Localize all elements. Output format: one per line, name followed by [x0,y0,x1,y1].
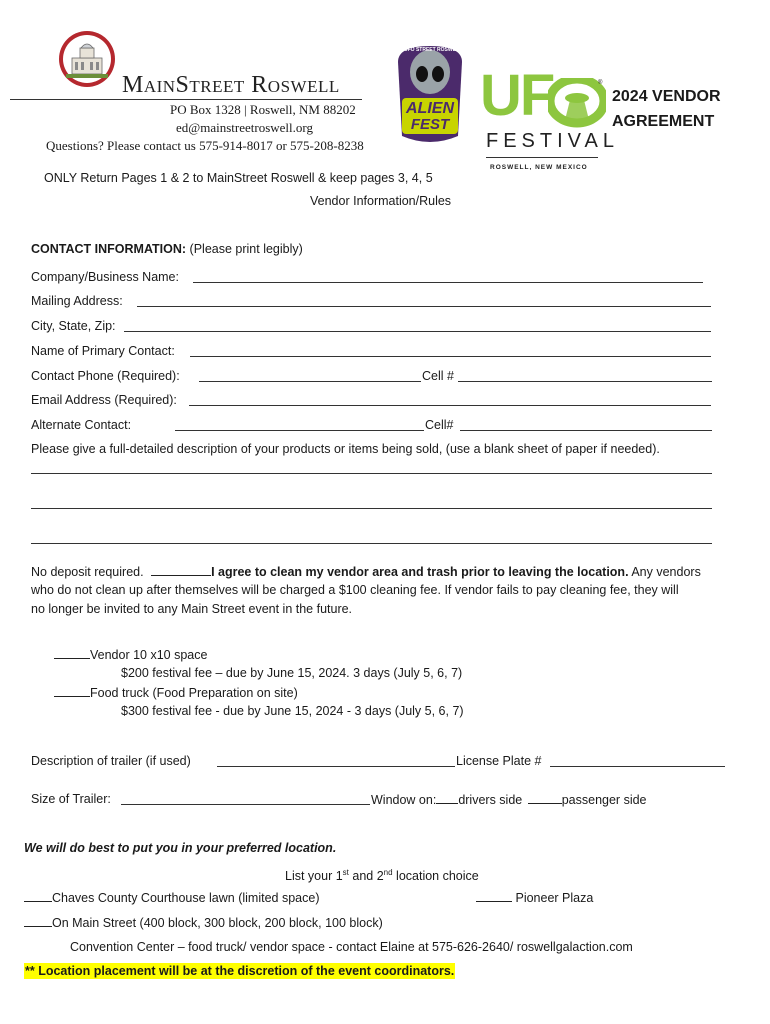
vendor-space-option [54,646,207,663]
courthouse-check-field[interactable] [24,889,52,902]
convention-center-note: Convention Center – food truck/ vendor space - contact Elaine at 575-626-2640/ roswellgalaction.com [70,940,633,954]
courthouse-choice [24,889,320,906]
mainstreet-seal-logo [58,30,116,88]
food-truck-label: Food truck (Food Preparation on site) [90,686,298,700]
header-rule [10,99,362,100]
org-name: MainStreet Roswell [122,72,340,98]
best-location-note: We will do best to put you in your preferred location. [24,841,337,855]
city-label: City, State, Zip: [31,319,116,333]
agree-rest: Any vendors [628,565,701,579]
deposit-note: No deposit required. [31,565,144,579]
trailer-size-field[interactable] [121,804,370,805]
vendor-space-label: Vendor 10 x10 space [90,648,208,662]
agreement-line2: who do not clean up after themselves will be charged a $100 cleaning fee. If vendor fails to pay cleaning fee, they will [31,583,679,597]
cell2-field[interactable] [460,430,712,431]
vendor-space-detail: $200 festival fee – due by June 15, 2024. 3 days (July 5, 6, 7) [121,666,463,680]
agreement-line1 [31,563,701,580]
return-note: ONLY Return Pages 1 & 2 to MainStreet Roswell & keep pages 3, 4, 5 [44,171,433,185]
company-field[interactable] [193,282,703,283]
food-truck-detail: $300 festival fee - due by June 15, 2024 - 3 days (July 5, 6, 7) [121,704,464,718]
company-label: Company/Business Name: [31,270,179,284]
list-mid: and 2 [348,869,384,884]
page-subtitle: Vendor Information/Rules [310,194,452,208]
sup-st: st [342,868,349,877]
ufo-location: ROSWELL, NEW MEXICO [490,164,588,171]
email-label: Email Address (Required): [31,393,177,407]
email-field[interactable] [189,405,711,406]
alien-fest-tagline: UFO STREET ROSWELL [404,47,463,53]
main-street-label: On Main Street (400 block, 300 block, 200 block, 100 block) [52,916,383,930]
mailing-field[interactable] [137,306,711,307]
alternate-contact-label: Alternate Contact: [31,418,132,432]
alternate-contact-field[interactable] [175,430,424,431]
vendor-space-check-field[interactable] [54,646,90,659]
food-truck-check-field[interactable] [54,684,90,697]
main-street-check-field[interactable] [24,914,52,927]
festival-rule [486,157,598,158]
main-street-choice [24,914,383,931]
org-address: PO Box 1328 | Roswell, NM 88202 [170,102,356,117]
agree-initial-field[interactable] [151,563,211,576]
contact-heading-label: CONTACT INFORMATION: [31,242,187,256]
list-post: location choice [392,869,479,884]
cell-field[interactable] [458,381,712,382]
list-pre: List your 1 [285,869,343,884]
pioneer-plaza-choice [476,889,593,906]
pioneer-plaza-check-field[interactable] [476,889,512,902]
description-line-1[interactable] [31,473,712,474]
food-truck-option [54,684,298,701]
ufo-wordmark: UF [480,63,554,128]
primary-contact-field[interactable] [190,356,711,357]
questions-contact: Questions? Please contact us 575-914-8017 or 575-208-8238 [46,138,364,153]
phone-label: Contact Phone (Required): [31,369,180,383]
mailing-label: Mailing Address: [31,294,123,308]
trailer-desc-label: Description of trailer (if used) [31,754,191,768]
agreement-line3: no longer be invited to any Main Street event in the future. [31,602,353,616]
agreement-title-line2: AGREEMENT [612,113,715,130]
window-label: Window on: [371,793,437,807]
phone-field[interactable] [199,381,421,382]
drivers-side-label: drivers side [458,793,523,807]
description-prompt: Please give a full-detailed description of your products or items being sold, (use a blank sheet of paper if needed). [31,442,660,456]
festival-wordmark: FESTIVAL [486,130,619,152]
license-plate-field[interactable] [550,766,725,767]
license-plate-label: License Plate # [456,754,542,768]
cell2-label: Cell# [425,418,454,432]
passenger-side-field[interactable] [528,791,562,804]
discretion-note: ** Location placement will be at the discretion of the event coordinators. [25,964,455,978]
contact-heading [31,241,303,257]
agree-clean-statement: I agree to clean my vendor area and trash prior to leaving the location. [211,565,629,579]
contact-heading-note: (Please print legibly) [186,242,303,256]
city-field[interactable] [124,331,711,332]
primary-contact-label: Name of Primary Contact: [31,344,175,358]
description-line-3[interactable] [31,543,712,544]
registered-mark-icon: ® [598,80,603,86]
trailer-size-label: Size of Trailer: [31,792,111,806]
courthouse-label: Chaves County Courthouse lawn (limited space) [52,891,320,905]
trailer-desc-field[interactable] [217,766,455,767]
alien-text: ALIEN [406,100,454,117]
drivers-side-field[interactable] [436,791,458,804]
passenger-side-label: passenger side [561,793,647,807]
fest-text: FEST [410,116,450,133]
window-row [371,791,647,808]
description-line-2[interactable] [31,508,712,509]
sup-nd: nd [383,868,393,877]
org-email[interactable]: ed@mainstreetroswell.org [176,120,314,135]
cell-label: Cell # [422,369,454,383]
agreement-title-line1: 2024 VENDOR [612,88,721,105]
pioneer-plaza-label: Pioneer Plaza [515,891,594,905]
location-choice-prompt [285,865,479,884]
